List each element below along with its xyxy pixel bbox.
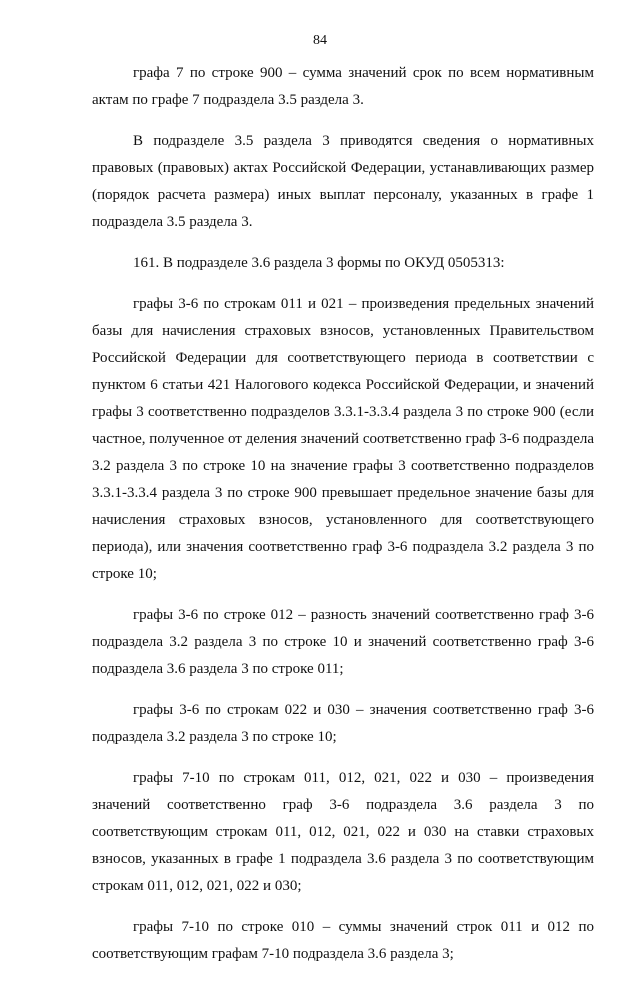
paragraph: графы 3-6 по строке 012 – разность значений соответственно граф 3-6 подраздела 3.2 раздела 3 по строке 10 и значений соответственно граф 3-6 подраздела 3.6 раздела 3 по строке 011;: [92, 607, 594, 677]
page-number: 84: [313, 33, 327, 48]
paragraph: графы 3-6 по строкам 022 и 030 – значения соответственно граф 3-6 подраздела 3.2 раздела 3 по строке 10;: [92, 702, 594, 745]
paragraph: В подразделе 3.5 раздела 3 приводятся сведения о нормативных правовых (правовых) актах Российской Федерации, устанавливающих размер (порядок расчета размера) иных выплат персоналу, указанных в графе 1 подраздела 3.5 раздела 3.: [92, 133, 594, 230]
paragraph: 161. В подразделе 3.6 раздела 3 формы по ОКУД 0505313:: [133, 255, 505, 271]
paragraph: графы 3-6 по строкам 011 и 021 – произведения предельных значений базы для начисления страховых взносов, установленных Правительством Российской Федерации для соответствующего периода в соответствии с пунктом 6 статьи 421 Налогового кодекса Российской Федерации, и значений графы 3 соответственно подразделов 3.3.1-3.3.4 раздела 3 по строке 900 (если частное, полученное от деления значений соответственно граф 3-6 подраздела 3.2 раздела 3 по строке 10 на значение графы 3 соответственно подразделов 3.3.1-3.3.4 раздела 3 по строке 900 превышает предельное значение базы для начисления страховых взносов, установленного для соответствующего периода), или значения соответственно граф 3-6 подраздела 3.2 раздела 3 по строке 10;: [92, 296, 594, 582]
paragraph: графы 7-10 по строке 010 – суммы значений строк 011 и 012 по соответствующим графам 7-10 подраздела 3.6 раздела 3;: [92, 919, 594, 962]
paragraph: графы 7-10 по строкам 011, 012, 021, 022 и 030 – произведения значений соответственно граф 3-6 подраздела 3.6 раздела 3 по соответствующим строкам 011, 012, 021, 022 и 030 на ставки страховых взносов, указанных в графе 1 подраздела 3.6 раздела 3 по соответствующим строкам 011, 012, 021, 022 и 030;: [92, 770, 594, 894]
document-body: [92, 60, 594, 982]
paragraph: графа 7 по строке 900 – сумма значений срок по всем нормативным актам по графе 7 подраздела 3.5 раздела 3.: [92, 65, 594, 108]
